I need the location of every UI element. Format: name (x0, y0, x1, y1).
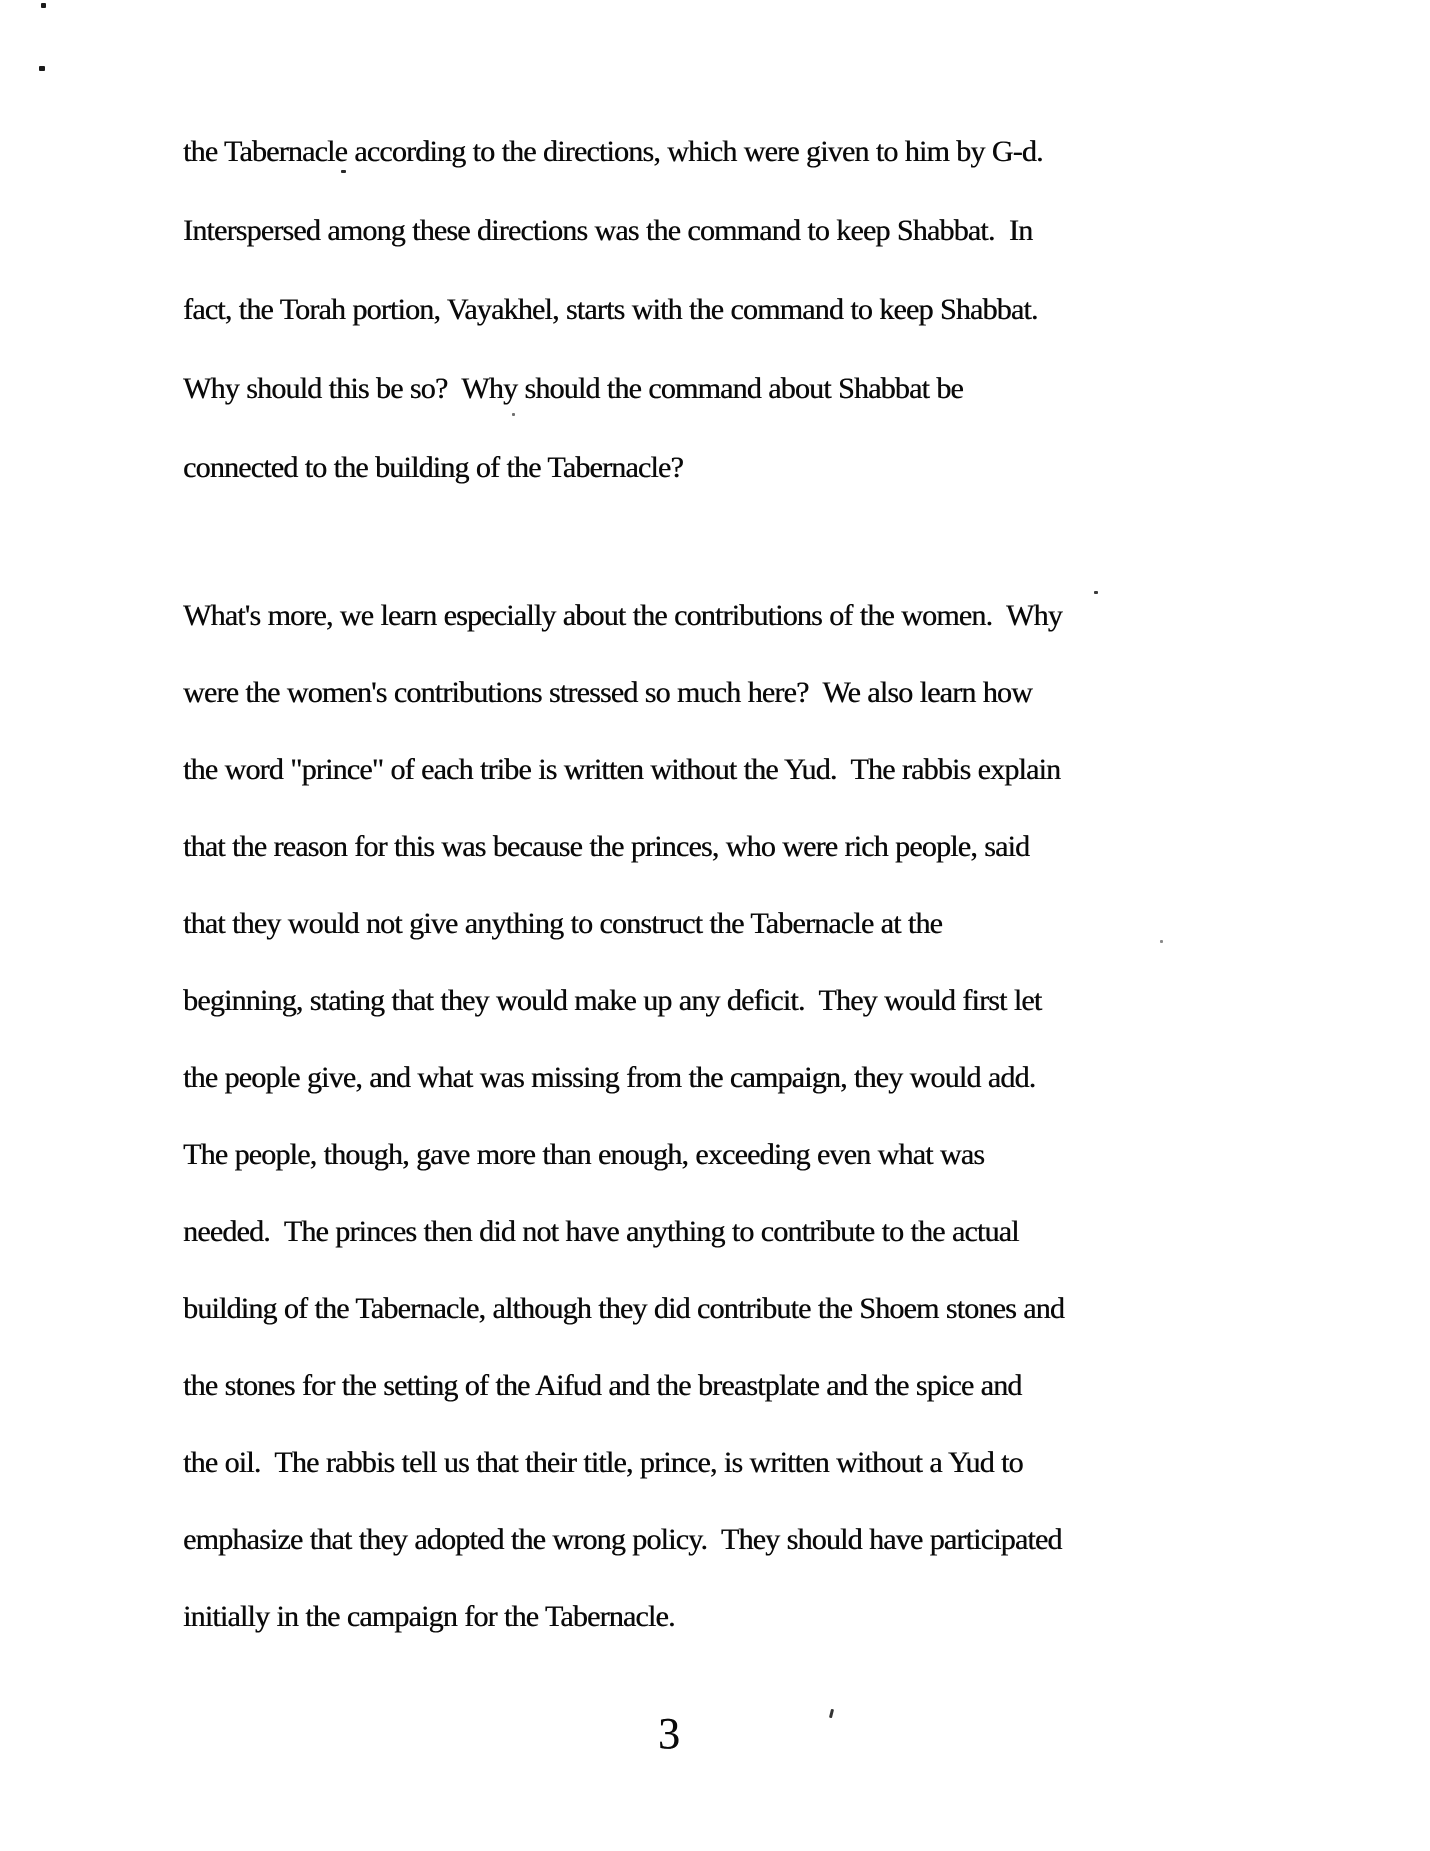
scan-speck (1160, 940, 1163, 943)
text-line: the word "prince" of each tribe is written without the Yud. The rabbis explain (183, 753, 1061, 786)
text-line: were the women's contributions stressed so much here? We also learn how (183, 676, 1032, 709)
text-line: The people, though, gave more than enough, exceeding even what was (183, 1138, 985, 1171)
text-line: connected to the building of the Tabernacle? (183, 451, 683, 484)
text-line: the stones for the setting of the Aifud and the breastplate and the spice and (183, 1369, 1022, 1402)
text-line: Why should this be so? Why should the command about Shabbat be (183, 372, 963, 405)
scan-speck (39, 66, 45, 71)
text-line: What's more, we learn especially about the contributions of the women. Why (183, 599, 1062, 632)
text-line: beginning, stating that they would make up any deficit. They would first let (183, 984, 1042, 1017)
text-line: that the reason for this was because the princes, who were rich people, said (183, 830, 1030, 863)
text-line: needed. The princes then did not have anything to contribute to the actual (183, 1215, 1019, 1248)
scan-speck (1094, 591, 1098, 594)
scan-speck (341, 170, 346, 173)
text-line: the Tabernacle according to the directions, which were given to him by G-d. (183, 135, 1043, 168)
text-line: that they would not give anything to construct the Tabernacle at the (183, 907, 943, 940)
scan-speck (829, 1709, 834, 1718)
text-line: building of the Tabernacle, although they did contribute the Shoem stones and (183, 1292, 1065, 1325)
text-line: the people give, and what was missing from the campaign, they would add. (183, 1061, 1036, 1094)
text-line: the oil. The rabbis tell us that their title, prince, is written without a Yud to (183, 1446, 1023, 1479)
page-number: 3 (658, 1709, 680, 1758)
text-line: fact, the Torah portion, Vayakhel, starts with the command to keep Shabbat. (183, 293, 1038, 326)
text-line: Interspersed among these directions was the command to keep Shabbat. In (183, 214, 1033, 247)
text-line: emphasize that they adopted the wrong policy. They should have participated (183, 1523, 1062, 1556)
text-line: initially in the campaign for the Tabernacle. (183, 1600, 675, 1633)
paragraph-2 (183, 577, 1064, 1655)
scan-speck (41, 3, 46, 8)
paragraph-1 (183, 112, 1043, 507)
scan-speck (512, 413, 515, 416)
